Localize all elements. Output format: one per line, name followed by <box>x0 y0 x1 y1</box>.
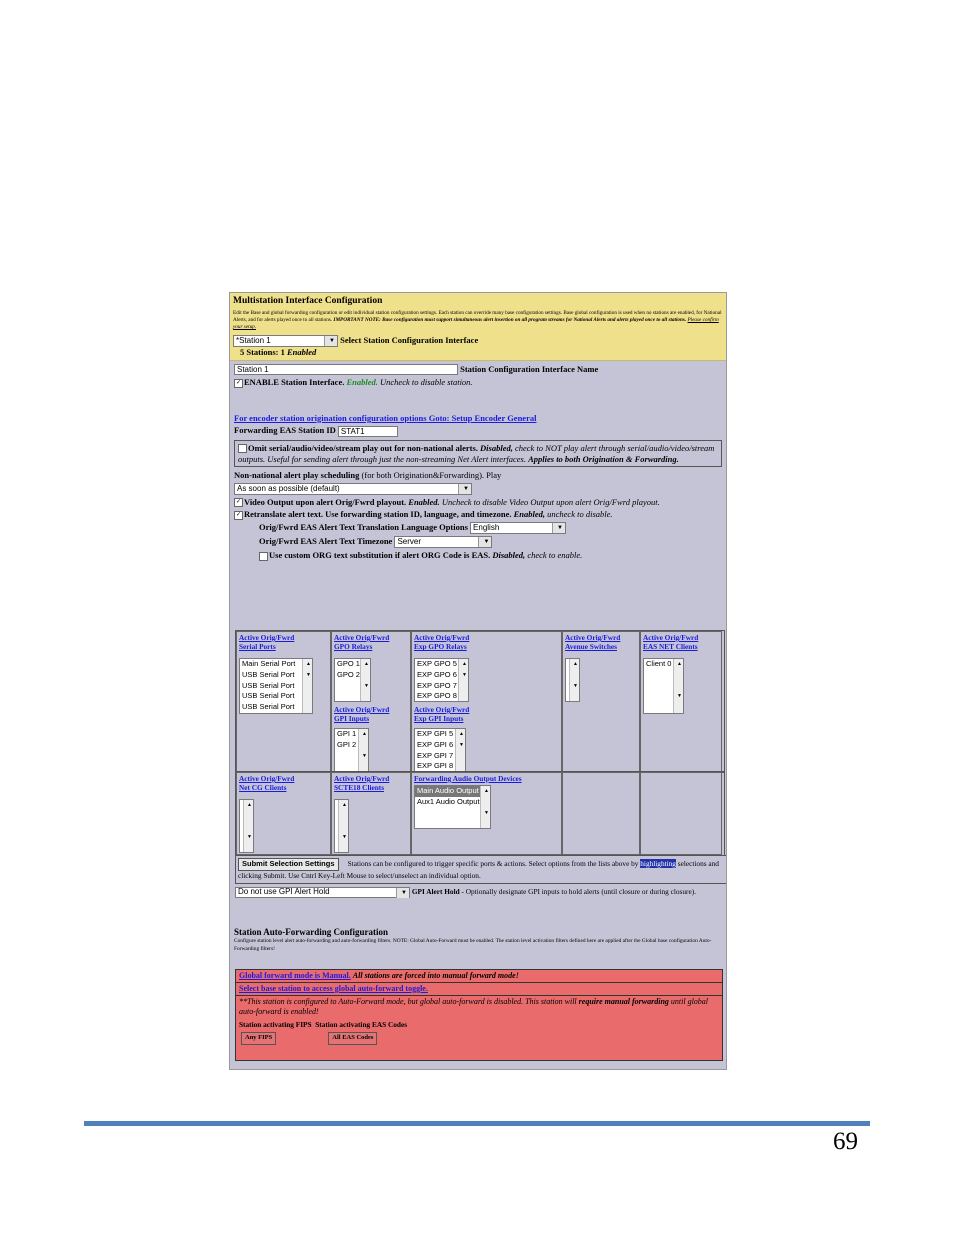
list-option[interactable]: GPI 2 <box>337 739 357 749</box>
list-option[interactable]: GPI 1 <box>337 729 357 738</box>
auto-forward-title: Station Auto-Forwarding Configuration <box>234 927 389 937</box>
exp-gpo-relays-list[interactable]: EXP GPO 5 EXP GPO 6 EXP GPO 7 EXP GPO 8 ▲ ▼ <box>414 658 469 702</box>
enable-status: Enabled. <box>346 377 378 388</box>
screenshot-panel: Multistation Interface Configuration Edit the Base and global forwarding configuration or edit individual station configuration settings. Each station can override many base configuration settings. Base global configuration is used when no stations are enabled, for National Alerts, and for alerts played once to all stations. IMPORTANT NOTE: Base configuration must support simultaneous alert insertion on all program streams for National Alerts and alerts played once to all stations. Please confirm your setup. *Station 1 ▼ Select Station Configuration Interface 5 Stations: 1 Enabled Station 1 Station Configuration Interface Name ✓ ENABLE Station Interface. Enabled. Uncheck to disable station. For encoder station origination configuration options Goto: Setup Encoder General Forwarding EAS Station ID STAT1 Omit serial/audio/video/stream play out for non-national alerts. Disabled, check to NOT play alert through serial/audio/video/stream outputs. Useful for sending alert through just the non-streaming Net Alert interfaces. Applies to both Origination & Forwarding. Non-national alert play scheduling (for both Origination&Forwarding). Play As soon as possible (default) ▼ ✓ Video Output upon alert Orig/Fwrd playout. Enabled. Uncheck to disable Video Output upon alert Orig/Fwrd playout. ✓ Retranslate alert text. Use forwarding station ID, language, and timezone. Enabled, uncheck to disable. Orig/Fwrd EAS Alert Text Translation Language Options English ▼ Orig/Fwrd EAS Alert Text Timezone Server ▼ Use custom ORG text substitution if alert ORG Code is EAS. Disabled, check to enable. Active Orig/Fwrd Serial Ports Main Serial Port USB Serial Port USB Serial Port USB Serial Port USB Serial Port ▲ ▼ Active Orig/Fwrd GPO Relays GPO 1 GPO 2 ▲ ▼ Active Orig/Fwrd GPI Inputs GPI 1 GPI 2 ▲ ▼ Active Orig/Fwrd Exp GPO Relays EXP GPO 5 EXP GPO 6 EXP GPO 7 EXP GPO 8 ▲ ▼ Active Orig/Fwrd Exp GPI Inputs EXP GPI 5 EXP GPI 6 EXP GPI 7 EXP GPI 8 ▲ ▼ Active Orig/Fwrd Avenue Switches ▲ ▼ Active Orig/Fwrd EAS NET Clients Client 0 ▲ ▼ Active Orig/Fwrd Net CG Clients ▲ ▼ Active Orig/Fwrd SCTE18 Clients ▲ ▼ Forwarding Audio Output Devices Main Audio Output Aux1 Audio Output ▲ ▼ Submit Selection Settings Stations can be configured to trigger specific ports & actions. Select options from the lists above by highlighting selections and clicking Submit. Use Cntrl Key-Left Mouse to select/unselect an individual option. Do not use GPI Alert Hold ▼ GPI Alert Hold - Optionally designate GPI inputs to hold alerts (until closure or during closure). Station Auto-Forwarding Configuration Configure station level alert auto-forwarding and auto-forwarding filters. NOTE: Global Auto-Forward must be enabled. The station level activation filters defined here are applied after the Global base configuration Auto-Forwarding filters! Global forward mode is Manual. All stations are forced into manual forward mode! Select base station to access global auto-forward toggle. **This station is configured to Auto-Forward mode, but global auto-forward is disabled. This station will require manual forwarding until global auto-forward is enabled! Station activating FIPS Station activating EAS Codes Any FIPS All EAS Codes <box>229 292 727 1070</box>
gpo-relays-link[interactable]: Active Orig/Fwrd GPO Relays <box>334 633 390 652</box>
chevron-down-icon: ▼ <box>478 537 491 547</box>
station-select[interactable]: *Station 1 ▼ <box>233 335 338 347</box>
omit-checkbox[interactable] <box>238 444 247 453</box>
station-name-input[interactable]: Station 1 <box>234 364 458 375</box>
select-base-station-link[interactable]: Select base station to access global auto-forward toggle. <box>239 984 428 993</box>
list-option[interactable]: GPO 2 <box>337 669 360 679</box>
scte18-clients-link[interactable]: Active Orig/Fwrd SCTE18 Clients <box>334 774 390 793</box>
gpi-inputs-list[interactable]: GPI 1 GPI 2 ▲ ▼ <box>334 728 369 772</box>
eas-net-clients-link[interactable]: Active Orig/Fwrd EAS NET Clients <box>643 633 699 652</box>
audio-output-list[interactable]: Main Audio Output Aux1 Audio Output ▲ ▼ <box>414 785 491 829</box>
list-option[interactable]: USB Serial Port <box>242 702 295 712</box>
submit-row: Submit Selection Settings Stations can be configured to trigger specific ports & actions. Select options from the lists above by highlighting selections and clicking Submit. Use Cntrl Key-Left Mouse to select/unselect an individual option. <box>235 855 727 884</box>
header-description: Edit the Base and global forwarding configuration or edit individual station configuration settings. Each station can override many base configuration settings. Base global configuration is used when no stations are enabled, for National Alerts, and for alerts played once to all stations. IMPORTANT NOTE: Base configuration must support simultaneous alert insertion on all program streams for National Alerts and alerts played once to all stations. Please confirm your setup. <box>233 309 722 330</box>
exp-gpi-inputs-link[interactable]: Active Orig/Fwrd Exp GPI Inputs <box>414 705 470 724</box>
empty-cell <box>640 772 722 855</box>
avenue-switches-link[interactable]: Active Orig/Fwrd Avenue Switches <box>565 633 621 652</box>
list-option[interactable]: EXP GPO 5 <box>417 659 457 668</box>
chevron-down-icon: ▼ <box>396 888 409 898</box>
list-option[interactable]: Main Serial Port <box>242 659 296 668</box>
list-option[interactable]: EXP GPI 5 <box>417 729 454 738</box>
global-forward-mode-link[interactable]: Global forward mode is Manual. <box>239 971 351 980</box>
port-lists-row-2 <box>235 771 725 856</box>
chevron-down-icon: ▼ <box>324 336 337 346</box>
eas-net-clients-list[interactable]: Client 0 ▲ ▼ <box>643 658 684 714</box>
gpi-inputs-link[interactable]: Active Orig/Fwrd GPI Inputs <box>334 705 390 724</box>
station-count: 5 Stations: 1 Enabled <box>240 346 317 357</box>
list-option[interactable]: Aux1 Audio Output <box>417 796 480 806</box>
exp-gpo-relays-link[interactable]: Active Orig/Fwrd Exp GPO Relays <box>414 633 470 652</box>
gpo-relays-list[interactable]: GPO 1 GPO 2 ▲ ▼ <box>334 658 371 702</box>
list-option[interactable]: USB Serial Port <box>242 680 295 690</box>
list-option[interactable]: EXP GPO 8 <box>417 691 457 701</box>
serial-ports-list[interactable]: Main Serial Port USB Serial Port USB Serial Port USB Serial Port USB Serial Port ▲ ▼ <box>239 658 313 714</box>
timezone-select[interactable]: Server ▼ <box>394 536 492 548</box>
retranslate-checkbox[interactable]: ✓ <box>235 512 242 519</box>
global-manual-row: Global forward mode is Manual. All stations are forced into manual forward mode! <box>235 969 723 983</box>
list-option[interactable]: Main Audio Output <box>415 786 490 797</box>
encoder-general-link[interactable]: For encoder station origination configuration options Goto: Setup Encoder General <box>234 412 537 423</box>
auto-forward-warning: **This station is configured to Auto-Forward mode, but global auto-forward is disabled. This station will require manual forwarding until global auto-forward is enabled! Station activating FIPS Station activating EAS Codes Any FIPS All EAS Codes <box>235 996 723 1061</box>
list-option[interactable]: USB Serial Port <box>242 691 295 701</box>
multistation-header <box>230 293 726 361</box>
all-eas-codes-button[interactable]: All EAS Codes <box>328 1032 377 1045</box>
list-option[interactable]: EXP GPI 6 <box>417 739 454 749</box>
submit-selection-button[interactable]: Submit Selection Settings <box>238 858 339 871</box>
page-title: Multistation Interface Configuration <box>233 296 383 306</box>
enable-checkbox[interactable]: ✓ <box>235 379 242 386</box>
scte18-clients-list[interactable]: ▲ ▼ <box>334 799 349 853</box>
net-cg-clients-list[interactable]: ▲ ▼ <box>239 799 254 853</box>
serial-ports-link[interactable]: Active Orig/Fwrd Serial Ports <box>239 633 295 652</box>
audio-output-devices-link[interactable]: Forwarding Audio Output Devices <box>414 774 522 783</box>
avenue-switches-list[interactable]: ▲ ▼ <box>565 658 580 702</box>
exp-gpi-inputs-list[interactable]: EXP GPI 5 EXP GPI 6 EXP GPI 7 EXP GPI 8 ▲ ▼ <box>414 728 466 772</box>
chevron-down-icon: ▼ <box>552 523 565 533</box>
play-scheduling-select[interactable]: As soon as possible (default) ▼ <box>234 483 472 495</box>
station-select-label: Select Station Configuration Interface <box>340 334 479 345</box>
list-option[interactable]: GPO 1 <box>337 659 360 668</box>
list-option[interactable]: Client 0 <box>646 659 672 668</box>
net-cg-clients-link[interactable]: Active Orig/Fwrd Net CG Clients <box>239 774 295 793</box>
any-fips-button[interactable]: Any FIPS <box>241 1032 276 1045</box>
list-option[interactable]: EXP GPO 7 <box>417 680 457 690</box>
port-lists-row-1 <box>235 630 725 773</box>
omit-playout-box: Omit serial/audio/video/stream play out for non-national alerts. Disabled, check to NOT play alert through serial/audio/video/stream outputs. Useful for sending alert through just the non-streaming Net Alert interfaces. Applies to both Origination & Forwarding. <box>234 440 722 467</box>
list-option[interactable]: EXP GPI 8 <box>417 761 454 771</box>
auto-forward-alerts <box>235 969 723 1061</box>
gpi-alert-hold-select[interactable]: Do not use GPI Alert Hold ▼ <box>235 887 410 898</box>
confirm-setup-link[interactable]: Please confirm your setup. <box>233 316 719 330</box>
station-name-label: Station Configuration Interface Name <box>460 363 599 374</box>
chevron-down-icon: ▼ <box>458 484 471 494</box>
list-option[interactable]: EXP GPO 6 <box>417 669 457 679</box>
enable-row: ✓ ENABLE Station Interface. Enabled. Uncheck to disable station. <box>235 377 473 388</box>
auto-forward-section: Station Auto-Forwarding Configuration Configure station level alert auto-forwarding and auto-forwarding filters. NOTE: Global Auto-Forward must be enabled. The station level activation filters defined here are applied after the Global base configuration Auto-Forwarding filters! <box>234 927 724 953</box>
custom-org-checkbox[interactable] <box>259 552 268 561</box>
page-number: 69 <box>833 1128 858 1155</box>
list-option[interactable]: USB Serial Port <box>242 669 295 679</box>
forwarding-station-id-input[interactable]: STAT1 <box>338 426 398 437</box>
footer-rule <box>84 1121 870 1126</box>
empty-cell <box>562 772 640 855</box>
language-select[interactable]: English ▼ <box>470 522 566 534</box>
gpi-hold-row: Do not use GPI Alert Hold ▼ GPI Alert Hold - Optionally designate GPI inputs to hold alerts (until closure or during closure). <box>235 887 721 898</box>
list-option[interactable]: EXP GPI 7 <box>417 750 454 760</box>
video-output-checkbox[interactable]: ✓ <box>235 499 242 506</box>
select-base-row <box>235 983 723 996</box>
